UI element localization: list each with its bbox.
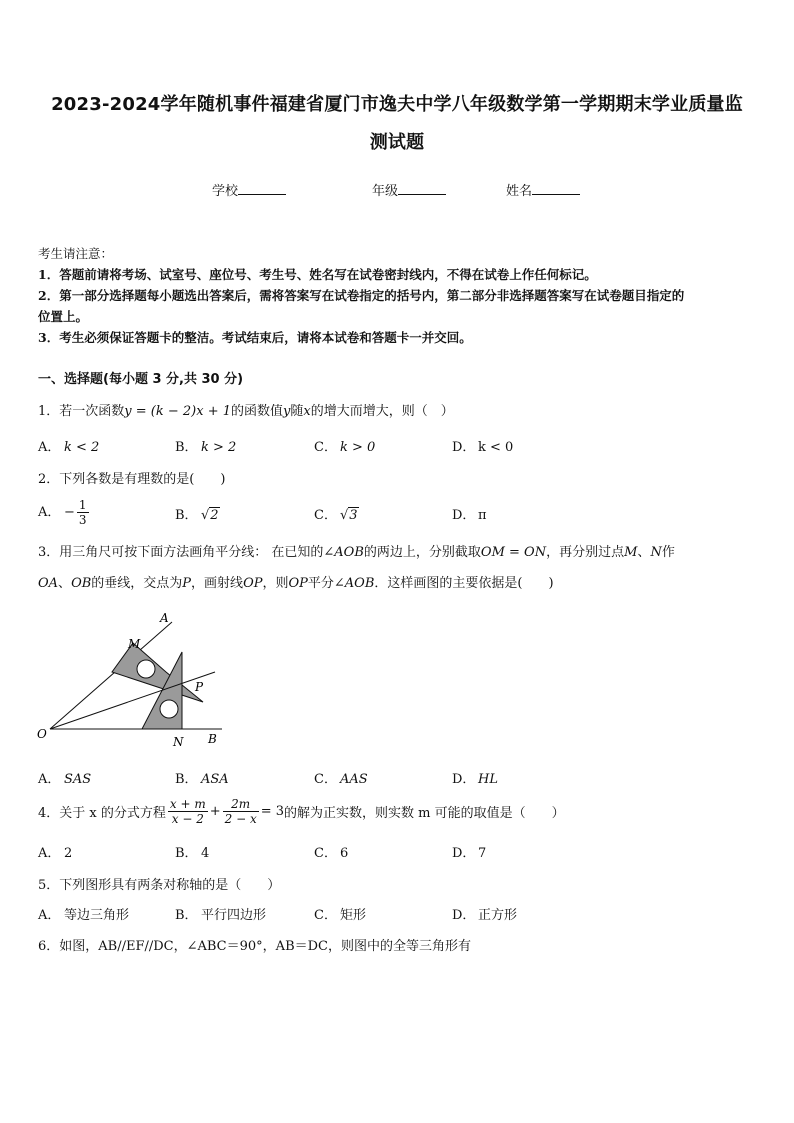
q4-fraction-1: $\frac{x + m}{x - 2}$ — [169, 797, 206, 826]
q1-var-x: x — [303, 404, 311, 419]
label-p: P — [195, 680, 204, 694]
notice-item-2-cont: 位置上。 — [38, 309, 89, 324]
q3-option-b[interactable]: B． ASA — [175, 772, 229, 787]
ruler-hole-n — [160, 700, 178, 718]
notice-item-2: 2．第一部分选择题每小题选出答案后，需将答案写在试卷指定的括号内，第二部分非选择题答案写在试卷题目指定的 — [38, 288, 685, 303]
q4-option-d[interactable]: D． 7 — [452, 846, 487, 861]
q1-option-d[interactable]: D． k < 0 — [452, 440, 514, 455]
q1-var-y: y — [283, 404, 291, 419]
sqrt-2: √2 — [201, 508, 219, 523]
q1-option-c[interactable]: C． k > 0 — [314, 440, 376, 455]
question-3-stem-line2: OA、OB的垂线，交点为P，画射线OP，则OP平分∠AOB．这样画图的主要依据是( ) — [38, 576, 554, 591]
q4-option-c[interactable]: C． 6 — [314, 846, 349, 861]
question-1-stem — [38, 400, 758, 419]
notice-block — [38, 243, 762, 348]
q2-fraction: $\frac{1}{3}$ — [78, 498, 87, 527]
q5-option-d[interactable]: D． 正方形 — [452, 908, 518, 923]
angle-bisector-figure — [30, 606, 230, 754]
question-4-options — [38, 842, 758, 864]
question-3-options — [38, 768, 758, 790]
q5-option-a[interactable]: A． 等边三角形 — [38, 908, 130, 923]
q3-option-c[interactable]: C． AAS — [314, 772, 368, 787]
school-blank[interactable] — [238, 182, 286, 195]
notice-heading: 考生请注意： — [38, 246, 114, 261]
name-label: 姓名 — [506, 184, 533, 199]
q3-option-d[interactable]: D． HL — [452, 772, 498, 787]
q1-formula: y = (k − 2)x + 1 — [124, 404, 231, 419]
section-heading: 一、选择题(每小题 3 分,共 30 分) — [38, 372, 244, 387]
q2-option-b[interactable]: B． √2 — [175, 508, 219, 523]
question-2-options — [38, 496, 758, 532]
q1-suffix: 的增大而增大，则（ ） — [310, 404, 454, 419]
ruler-hole-m — [137, 660, 155, 678]
grade-blank[interactable] — [398, 182, 446, 195]
grade-field — [372, 180, 446, 199]
sqrt-3: √3 — [340, 508, 358, 523]
q4-fraction-2: $\frac{2m}{2 - x}$ — [224, 797, 257, 826]
label-o: O — [37, 727, 47, 741]
q2-option-a[interactable]: A． − $\frac{1}{3}$ — [38, 498, 87, 527]
triangle-ruler-m — [112, 643, 203, 702]
q1-option-b[interactable]: B． k > 2 — [175, 440, 237, 455]
school-field — [212, 180, 286, 199]
label-b: B — [208, 732, 217, 746]
label-a: A — [160, 611, 169, 625]
q3-option-a[interactable]: A． SAS — [38, 772, 92, 787]
grade-label: 年级 — [372, 184, 399, 199]
question-4-stem: 4．关于 x 的分式方程 $\frac{x + m}{x - 2}$ + $\frac{2m}{2 - x}$ = 3的解为正实数，则实数 m 可能的取值是（ ） — [38, 797, 565, 826]
notice-item-1: 1．答题前请将考场、试室号、座位号、考生号、姓名写在试卷密封线内，不得在试卷上作任何标记。 — [38, 267, 597, 282]
label-m: M — [128, 637, 141, 651]
q4-option-a[interactable]: A． 2 — [38, 846, 73, 861]
q5-option-c[interactable]: C． 矩形 — [314, 908, 367, 923]
question-5-stem: 5．下列图形具有两条对称轴的是（ ） — [38, 878, 281, 893]
q4-option-b[interactable]: B． 4 — [175, 846, 210, 861]
name-field — [506, 180, 580, 199]
ray-op — [50, 672, 215, 729]
school-label: 学校 — [212, 184, 239, 199]
q1-option-a[interactable]: A． k < 2 — [38, 440, 100, 455]
q2-option-d[interactable]: D． π — [452, 508, 487, 523]
q1-mid2: 随 — [290, 404, 304, 419]
q1-middle: 的函数值 — [231, 404, 284, 419]
notice-item-3: 3．考生必须保证答题卡的整洁。考试结束后，请将本试卷和答题卡一并交回。 — [38, 330, 472, 345]
question-3-stem-line1: 3．用三角尺可按下面方法画角平分线： 在已知的∠AOB的两边上，分别截取OM = ON，再分别过点M、N作 — [38, 545, 675, 560]
question-2-stem: 2．下列各数是有理数的是( ) — [38, 472, 226, 487]
label-n: N — [173, 735, 184, 749]
question-1-options — [38, 436, 758, 458]
q1-prefix: 1．若一次函数 — [38, 404, 125, 419]
q2-option-c[interactable]: C． √3 — [314, 508, 358, 523]
page-title-line1: 2023-2024学年随机事件福建省厦门市逸夫中学八年级数学第一学期期末学业质量监 — [51, 94, 743, 115]
name-blank[interactable] — [532, 182, 580, 195]
question-5-options — [38, 904, 758, 926]
q5-option-b[interactable]: B． 平行四边形 — [175, 908, 267, 923]
page-title-line2: 测试题 — [369, 132, 425, 153]
question-6-stem: 6．如图，AB//EF//DC，∠ABC＝90°，AB＝DC，则图中的全等三角形有 — [38, 939, 471, 954]
